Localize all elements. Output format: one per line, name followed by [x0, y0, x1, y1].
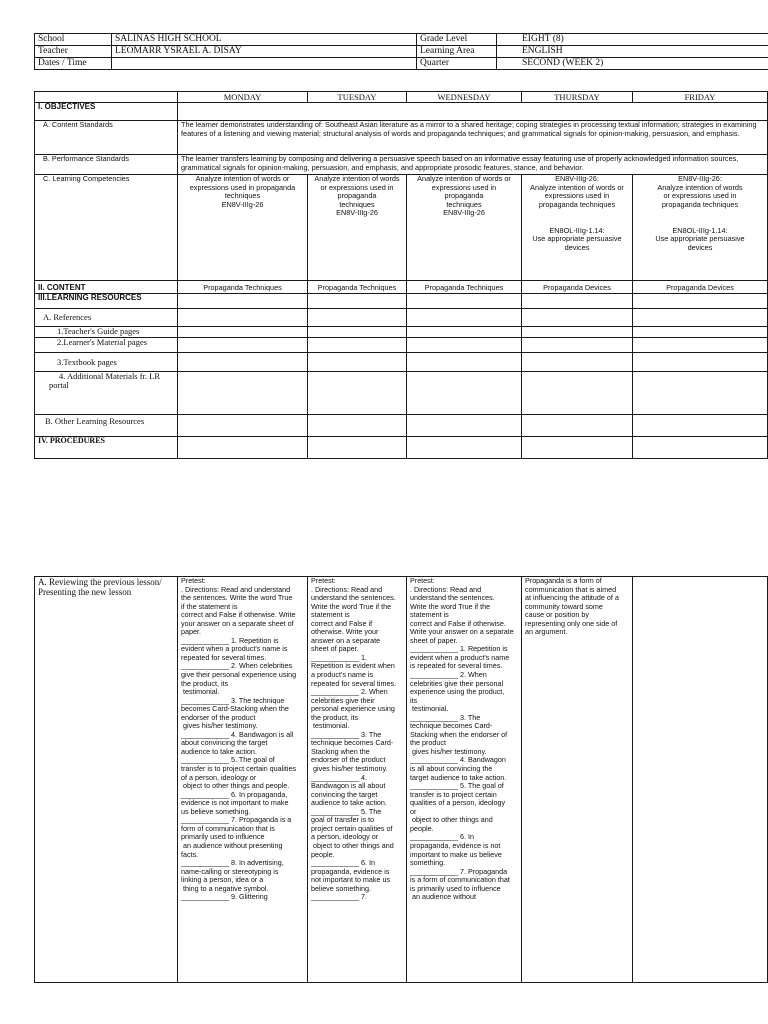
review-tuesday: Pretest: . Directions: Read and understand the sentences. Write the word True if the statement is correct and False if otherwise. Write your answer on a separate sheet of paper. ____________ 1. Repetition is evident when a product's name is repeated for several times. ____________ 2. When celebrities give their personal experience using the product, its testimonial. ____________ 3. The technique becomes Card- Stacking when the endorser of the product gives his/her testimony. ____________ 4. Bandwagon is all about convincing the target audience to take action. ____________ 5. The goal of transfer is to project certain qualities of a person, ideology or object to other things and people. ____________ 6. In propaganda, evidence is not important to make us believe something. ____________ 7.	[308, 577, 407, 983]
cell	[407, 338, 522, 353]
content-label: II. CONTENT	[35, 281, 178, 294]
references-label: A. References	[35, 309, 178, 327]
content-standards-row	[35, 121, 768, 155]
cell	[633, 309, 768, 327]
day-header-wednesday: WEDNESDAY	[407, 92, 522, 103]
day-header-tuesday: TUESDAY	[308, 92, 407, 103]
header-info-table	[34, 33, 768, 70]
competency-friday: EN8V-IIIg-26: Analyze intention of words or expressions used in propaganda techniques EN8OL-IIIg-1.14: Use appropriate persuasive devices	[633, 175, 768, 281]
review-monday: Pretest: . Directions: Read and understand the sentences. Write the word True if the statement is correct and False if otherwise. Write your answer on a separate sheet of paper. ____________ 1. Repetition is evident when a product's name is repeated for several times. ____________ 2. When celebrities give their personal experience using the product, its testimonial. ____________ 3. The technique becomes Card-Stacking when the endorser of the product gives his/her testimony. ____________ 4. Bandwagon is all about convincing the target audience to take action. ____________ 5. The goal of transfer is to project certain qualities of a person, ideology or object to other things and people. ____________ 6. In propaganda, evidence is not important to make us believe something. ____________ 7. Propaganda is a form of communication that is primarily used to influence an audience without presenting facts. ____________ 8. In advertising, name-calling or stereotyping is linking a person, idea or a thing to a negative symbol. ____________ 9. Glittering	[178, 577, 308, 983]
learning-competencies-row	[35, 175, 768, 281]
textbook-label: 3.Textbook pages	[35, 353, 178, 372]
cell	[308, 437, 407, 459]
cell	[633, 353, 768, 372]
cell	[308, 415, 407, 437]
teachers-guide-row	[35, 327, 768, 338]
day-header-row	[35, 92, 768, 103]
cell	[178, 338, 308, 353]
cell	[522, 372, 633, 415]
content-standards-label: A. Content Standards	[35, 121, 178, 155]
procedures-row	[35, 437, 768, 459]
corner-cell	[35, 92, 178, 103]
cell	[522, 338, 633, 353]
learning-resources-label: III.LEARNING RESOURCES	[35, 294, 178, 309]
cell	[308, 294, 407, 309]
cell	[633, 294, 768, 309]
cell	[522, 437, 633, 459]
learning-area-value: ENGLISH	[497, 46, 768, 58]
school-value: SALINAS HIGH SCHOOL	[112, 34, 417, 46]
review-friday	[633, 577, 768, 983]
cell	[308, 309, 407, 327]
additional-materials-row	[35, 372, 768, 415]
additional-materials-label: 4. Additional Materials fr. LR portal	[35, 372, 178, 415]
content-wednesday: Propaganda Techniques	[407, 281, 522, 294]
cell	[407, 327, 522, 338]
cell	[178, 309, 308, 327]
references-row	[35, 309, 768, 327]
header-row-school	[35, 34, 768, 46]
cell	[308, 327, 407, 338]
content-monday: Propaganda Techniques	[178, 281, 308, 294]
cell	[178, 415, 308, 437]
cell	[178, 437, 308, 459]
cell	[522, 294, 633, 309]
objectives-label: I. OBJECTIVES	[35, 103, 178, 121]
learning-area-label: Learning Area	[417, 46, 497, 58]
review-lesson-label: A. Reviewing the previous lesson/ Presenting the new lesson	[35, 577, 178, 983]
quarter-label: Quarter	[417, 58, 497, 70]
dates-time-label: Dates / Time	[35, 58, 112, 70]
cell	[633, 415, 768, 437]
cell	[178, 294, 308, 309]
teacher-value: LEOMARR YSRAEL A. DISAY	[112, 46, 417, 58]
learning-resources-row	[35, 294, 768, 309]
cell	[178, 372, 308, 415]
quarter-value: SECOND (WEEK 2)	[497, 58, 768, 70]
grade-level-value: EIGHT (8)	[497, 34, 768, 46]
procedures-label: IV. PROCEDURES	[35, 437, 178, 459]
cell	[407, 372, 522, 415]
procedures-table	[34, 576, 768, 983]
cell	[633, 338, 768, 353]
cell	[633, 372, 768, 415]
cell	[308, 353, 407, 372]
content-tuesday: Propaganda Techniques	[308, 281, 407, 294]
cell	[407, 415, 522, 437]
day-header-monday: MONDAY	[178, 92, 308, 103]
competency-monday: Analyze intention of words or expressions used in propaganda techniques EN8V-IIIg-26	[178, 175, 308, 281]
lesson-plan-table	[34, 91, 768, 459]
day-header-friday: FRIDAY	[633, 92, 768, 103]
review-wednesday: Pretest: . Directions: Read and understand the sentences. Write the word True if the statement is correct and False if otherwise. Write your answer on a separate sheet of paper. ____________ 1. Repetition is evident when a product's name is repeated for several times. ____________ 2. When celebrities give their personal experience using the product, its testimonial. ____________ 3. The technique becomes Card- Stacking when the endorser of the product gives his/her testimony. ____________ 4. Bandwagon is all about convincing the target audience to take action. ____________ 5. The goal of transfer is to project certain qualities of a person, ideology or object to other things and people. ____________ 6. In propaganda, evidence is not important to make us believe something. ____________ 7. Propaganda is a form of communication that is primarily used to influence an audience without	[407, 577, 522, 983]
cell	[178, 353, 308, 372]
review-thursday: Propaganda is a form of communication that is aimed at influencing the attitude of a community toward some cause or position by representing only one side of an argument.	[522, 577, 633, 983]
cell	[407, 294, 522, 309]
competency-tuesday: Analyze intention of words or expressions used in propaganda techniques EN8V-IIIg-26	[308, 175, 407, 281]
cell	[522, 353, 633, 372]
cell	[407, 353, 522, 372]
competency-wednesday: Analyze intention of words or expressions used in propaganda techniques EN8V-IIIg-26	[407, 175, 522, 281]
cell	[178, 327, 308, 338]
cell	[407, 309, 522, 327]
header-row-dates	[35, 58, 768, 70]
performance-standards-text: The learner transfers learning by composing and delivering a persuasive speech based on an informative essay featuring use of properly acknowledged information sources, grammatical signals for opinion-making, persuasion, and emphasis, and appropriate prosodic features, stance, and behavior.	[178, 155, 768, 175]
competency-thursday: EN8V-IIIg-26: Analyze intention of words or expressions used in propaganda techniques EN8OL-IIIg-1.14: Use appropriate persuasive devices	[522, 175, 633, 281]
school-label: School	[35, 34, 112, 46]
teacher-label: Teacher	[35, 46, 112, 58]
content-friday: Propaganda Devices	[633, 281, 768, 294]
cell	[522, 327, 633, 338]
content-standards-text: The learner demonstrates understanding of: Southeast Asian literature as a mirror to a shared heritage; coping strategies in processing textual information; strategies in examining features of a listening and viewing material; structural analysis of words and propaganda techniques; and grammatical signals for opinion-making, persuasion, and emphasis.	[178, 121, 768, 155]
grade-level-label: Grade Level	[417, 34, 497, 46]
content-thursday: Propaganda Devices	[522, 281, 633, 294]
cell	[633, 327, 768, 338]
learning-competencies-label: C. Learning Competencies	[35, 175, 178, 281]
cell	[407, 437, 522, 459]
objectives-row	[35, 103, 768, 121]
cell	[522, 415, 633, 437]
header-row-teacher	[35, 46, 768, 58]
teachers-guide-label: 1.Teacher's Guide pages	[35, 327, 178, 338]
performance-standards-label: B. Performance Standards	[35, 155, 178, 175]
objectives-blank	[178, 103, 768, 121]
cell	[308, 372, 407, 415]
cell	[633, 437, 768, 459]
dates-time-value	[112, 58, 417, 70]
day-header-thursday: THURSDAY	[522, 92, 633, 103]
review-lesson-row	[35, 577, 768, 983]
learners-material-row	[35, 338, 768, 353]
content-row	[35, 281, 768, 294]
other-resources-row	[35, 415, 768, 437]
cell	[522, 309, 633, 327]
textbook-row	[35, 353, 768, 372]
learners-material-label: 2.Learner's Material pages	[35, 338, 178, 353]
other-resources-label: B. Other Learning Resources	[35, 415, 178, 437]
cell	[308, 338, 407, 353]
performance-standards-row	[35, 155, 768, 175]
